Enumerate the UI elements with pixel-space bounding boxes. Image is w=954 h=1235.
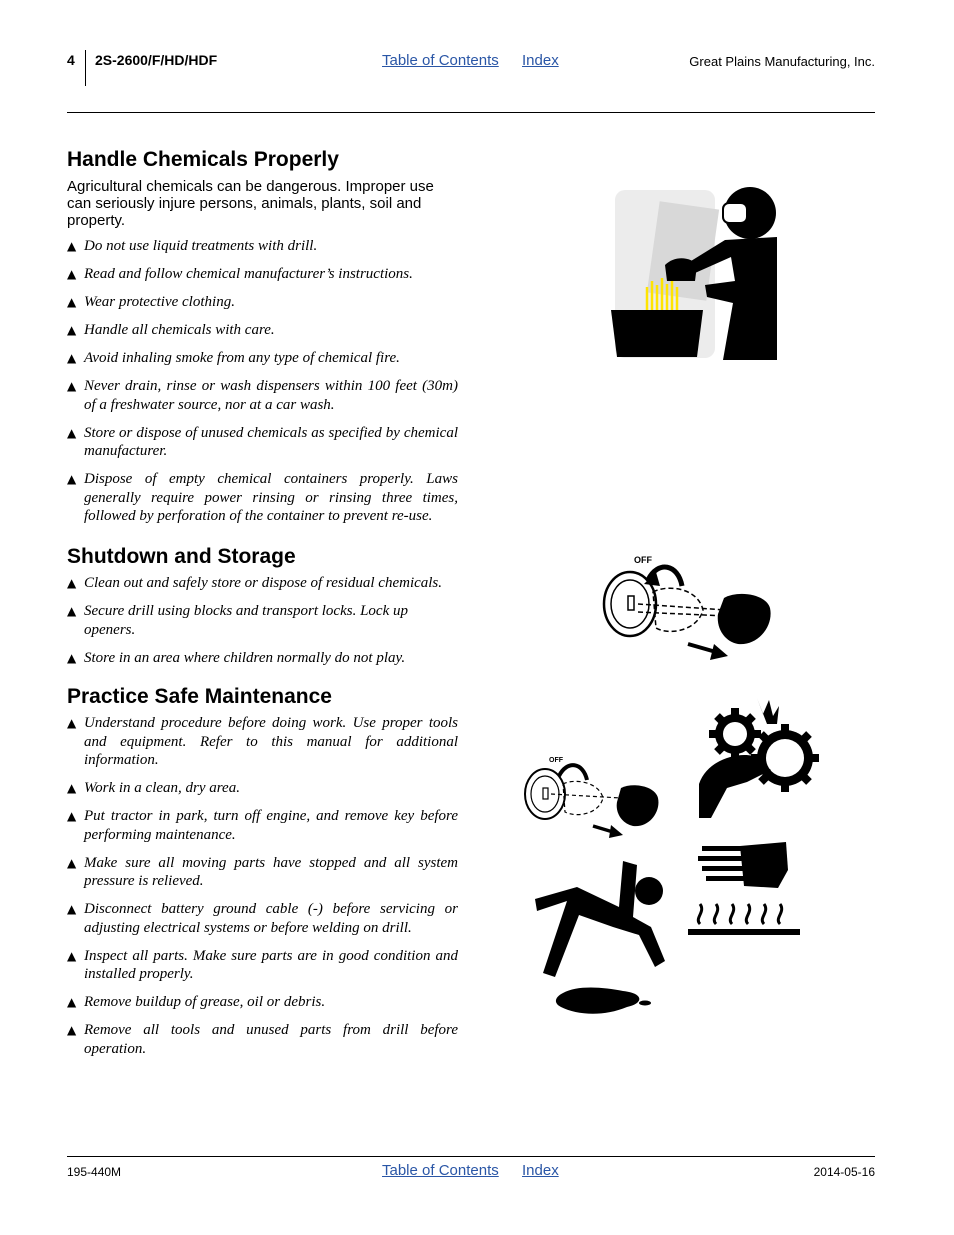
triangle-bullet-icon: ▲ [67, 995, 77, 1009]
triangle-bullet-icon: ▲ [67, 948, 77, 963]
list-item: ▲ Read and follow chemical manufacturer’s instructions. [67, 266, 413, 282]
header-toc-link[interactable]: Table of Contents [382, 52, 499, 69]
triangle-bullet-icon: ▲ [67, 716, 77, 730]
triangle-bullet-icon: ▲ [67, 576, 77, 590]
section-title: Shutdown and Storage [67, 545, 296, 568]
footer-rule [67, 1156, 875, 1157]
footer-index-link[interactable]: Index [522, 1162, 559, 1179]
list-item: ▲ Disconnect battery ground cable (-) before servicing or adjusting electrical systems or before welding on drill. [67, 901, 458, 936]
list-item: ▲ Inspect all parts. Make sure parts are in good condition and installed properly. [67, 947, 458, 982]
triangle-bullet-icon: ▲ [67, 604, 77, 618]
list-item: ▲ Remove all tools and unused parts from drill before operation. [67, 1022, 458, 1057]
list-item: ▲ Avoid inhaling smoke from any type of chemical fire. [67, 350, 400, 366]
svg-text:OFF: OFF [634, 555, 652, 565]
hot-surface-icon [686, 838, 802, 938]
list-item: ▲ Do not use liquid treatments with drill. [67, 238, 318, 254]
triangle-bullet-icon: ▲ [67, 239, 77, 253]
triangle-bullet-icon: ▲ [67, 902, 77, 916]
list-item: ▲ Put tractor in park, turn off engine, and remove key before performing maintenance. [67, 808, 458, 843]
header-rule [67, 112, 875, 113]
list-item: ▲ Remove buildup of grease, oil or debris. [67, 994, 326, 1010]
svg-text:OFF: OFF [549, 757, 563, 764]
list-item: ▲ Store or dispose of unused chemicals as specified by chemical manufacturer. [67, 424, 458, 459]
section-intro: Agricultural chemicals can be dangerous. Improper use can seriously injure persons, animals, plants, soil and property. [67, 178, 434, 229]
key-off-small-icon [521, 752, 667, 840]
doc-date: 2014-05-16 [813, 1165, 875, 1179]
triangle-bullet-icon: ▲ [67, 323, 77, 337]
triangle-bullet-icon: ▲ [67, 472, 77, 486]
list-item: ▲ Clean out and safely store or dispose of residual chemicals. [67, 575, 443, 591]
triangle-bullet-icon: ▲ [67, 1023, 77, 1037]
section-chemicals [67, 148, 458, 535]
gear-entanglement-icon [697, 694, 823, 820]
triangle-bullet-icon: ▲ [67, 267, 77, 281]
header-divider [85, 50, 86, 86]
list-item: ▲ Handle all chemicals with care. [67, 322, 275, 338]
triangle-bullet-icon: ▲ [67, 855, 77, 870]
list-item: ▲ Wear protective clothing. [67, 294, 235, 310]
triangle-bullet-icon: ▲ [67, 809, 77, 823]
list-item: ▲ Work in a clean, dry area. [67, 780, 240, 796]
list-item: ▲ Store in an area where children normally do not play. [67, 649, 406, 666]
list-item: ▲ Secure drill using blocks and transport locks. Lock up openers. [67, 603, 408, 638]
bullet-list [67, 574, 458, 667]
section-title: Handle Chemicals Properly [67, 148, 339, 171]
list-item: ▲ Never drain, rinse or wash dispensers within 100 feet (30m) of a freshwater source, nor at a car wash. [67, 378, 458, 413]
triangle-bullet-icon: ▲ [67, 351, 77, 365]
list-item: ▲ Dispose of empty chemical containers properly. Laws generally require power rinsing or rinsing three times, followed by perforation of the container to prevent re-use. [67, 471, 458, 524]
bullet-list [67, 237, 458, 526]
doc-number: 195-440M [67, 1165, 122, 1179]
chemical-handling-icon [605, 185, 785, 363]
list-item: ▲ Make sure all moving parts have stopped and all system pressure is relieved. [67, 854, 458, 889]
triangle-bullet-icon: ▲ [67, 295, 77, 309]
section-shutdown [67, 545, 458, 677]
key-off-icon [598, 550, 782, 662]
section-title: Practice Safe Maintenance [67, 685, 332, 708]
company-name: Great Plains Manufacturing, Inc. [689, 54, 875, 69]
page-number: 4 [67, 52, 75, 68]
model-title: 2S-2600/F/HD/HDF [95, 52, 218, 68]
footer-toc-link[interactable]: Table of Contents [382, 1162, 499, 1179]
triangle-bullet-icon: ▲ [67, 425, 77, 440]
triangle-bullet-icon: ▲ [67, 650, 77, 665]
section-maintenance [67, 685, 458, 1068]
triangle-bullet-icon: ▲ [67, 379, 77, 393]
bullet-list [67, 714, 458, 1058]
slip-hazard-icon [533, 857, 669, 1019]
header-index-link[interactable]: Index [522, 52, 559, 69]
list-item: ▲ Understand procedure before doing work. Use proper tools and equipment. Refer to this manual for additional information. [67, 715, 458, 768]
triangle-bullet-icon: ▲ [67, 781, 77, 795]
